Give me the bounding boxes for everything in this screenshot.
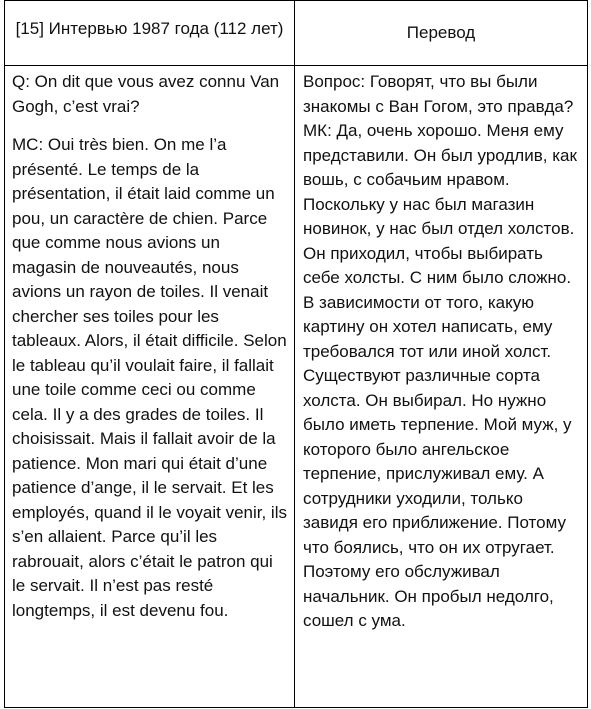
original-answer: MC: Oui très bien. On me l’a présenté. Le temps de la présentation, il était laid comme un pou, un caractère de chien. Parce que comme nous avions un magasin de nouveautés, nous avions un rayon de toiles. Il venait chercher ses toiles pour les tableaux. Alors, il était difficile. Selon le tableau qu’il voulait faire, il fallait une toile comme ceci ou comme cela. Il y a des grades de toiles. Il choisissait. Mais il fallait avoir de la patience. Mon mari qui était d’une patience d’ange, il le servait. Et les employés, quand il le voyait venir, ils s’en allaient. Parce qu’il les rabrouait, alors c’était le patron qui le servait. Il n’est pas resté longtemps, il est devenu fou. xyxy=(12,135,287,620)
header-original-label: [15] Интервью 1987 года (112 лет) xyxy=(15,19,284,38)
translation-text-cell xyxy=(295,66,588,708)
translation-answer: МК: Да, очень хорошо. Меня ему представили. Он был уродлив, как вошь, с собачьим нравом. Поскольку у нас был магазин новинок, у нас был отдел холстов. Он приходил, чтобы выбирать себе холсты. С ним было сложно. В зависимости от того, какую картину он хотел написать, ему требовался тот или иной холст. Существуют различные сорта холста. Он выбирал. Но нужно было иметь терпение. Мой муж, у которого было ангельское терпение, прислуживал ему. А сотрудники уходили, только завидя его приближение. Потому что боялись, что он их отругает. Поэтому его обслуживал начальник. Он пробыл недолго, сошел с ума. xyxy=(303,121,577,630)
table-header-row xyxy=(5,1,588,66)
translation-question: Вопрос: Говорят, что вы были знакомы с Ван Гогом, это правда? xyxy=(303,72,574,116)
table-row xyxy=(5,66,588,708)
original-text-cell xyxy=(5,66,295,708)
original-question: Q: On dit que vous avez connu Van Gogh, c’est vrai? xyxy=(12,72,280,116)
interview-table xyxy=(4,0,588,708)
header-original-cell xyxy=(5,1,295,66)
header-translation-cell xyxy=(295,1,588,66)
header-translation-label: Перевод xyxy=(406,23,476,42)
